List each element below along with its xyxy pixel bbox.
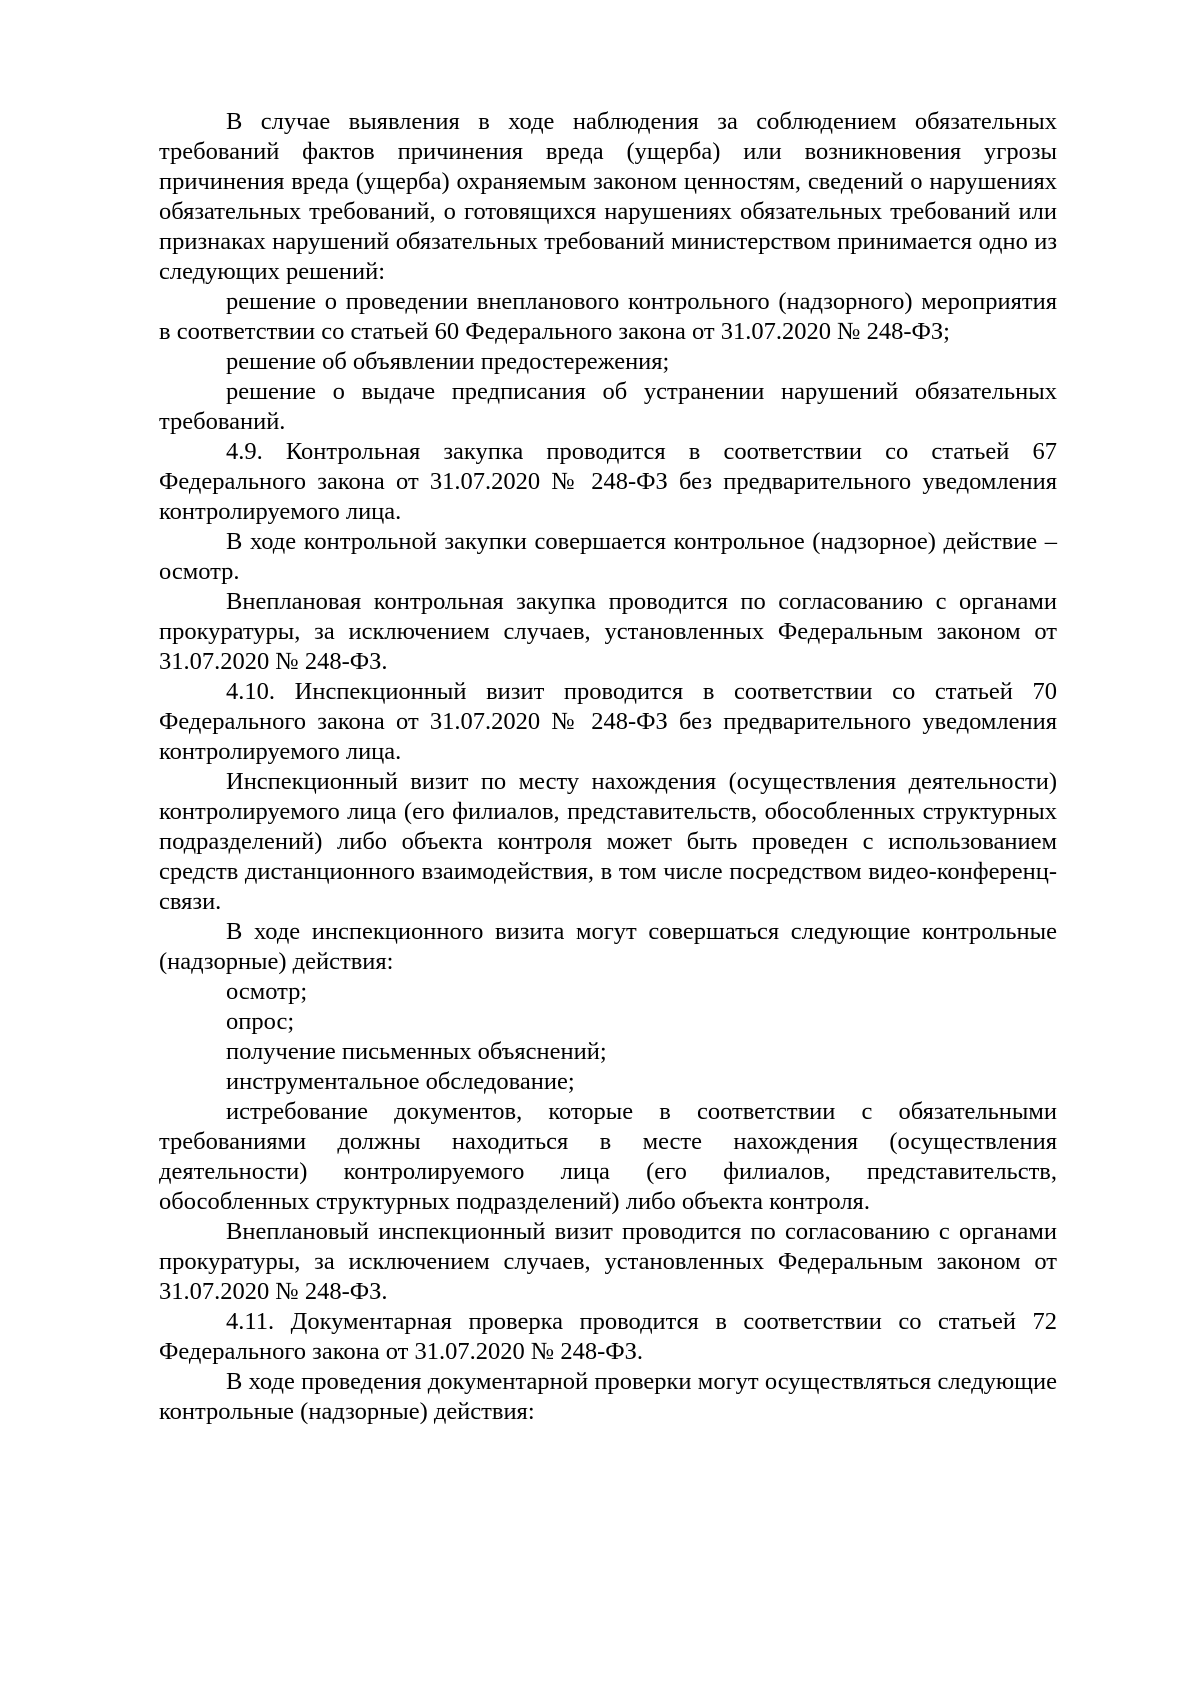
document-page — [159, 107, 1057, 1427]
paragraph-observation-decisions: В случае выявления в ходе наблюдения за соблюдением обязательных требований фактов причинения вреда (ущерба) или возникновения угрозы причинения вреда (ущерба) охраняемым законом ценностям, сведений о нарушениях обязательных требований, о готовящихся нарушениях обязательных требований или признаках нарушений обязательных требований министерством принимается одно из следующих решений: — [159, 108, 1057, 285]
paragraph-decision-unscheduled: решение о проведении внепланового контрольного (надзорного) мероприятия в соответствии со статьей 60 Федерального закона от 31.07.2020 № 248-ФЗ; — [159, 288, 1057, 345]
paragraph-control-purchase-action: В ходе контрольной закупки совершается контрольное (надзорное) действие – осмотр. — [159, 528, 1057, 585]
paragraph-unscheduled-inspection: Внеплановый инспекционный визит проводится по согласованию с органами прокуратуры, за исключением случаев, установленных Федеральным законом от 31.07.2020 № 248-ФЗ. — [159, 1218, 1057, 1305]
paragraph-4-10-inspection-visit: 4.10. Инспекционный визит проводится в соответствии со статьей 70 Федерального закона от 31.07.2020 № 248-ФЗ без предварительного уведомления контролируемого лица. — [159, 678, 1057, 765]
paragraph-inspection-actions: В ходе инспекционного визита могут совершаться следующие контрольные (надзорные) действия: — [159, 918, 1057, 975]
paragraph-decision-order: решение о выдаче предписания об устранении нарушений обязательных требований. — [159, 378, 1057, 435]
paragraph-decision-warning: решение об объявлении предостережения; — [226, 348, 670, 375]
paragraph-inspection-remote: Инспекционный визит по месту нахождения (осуществления деятельности) контролируемого лица (его филиалов, представительств, обособленных структурных подразделений) либо объекта контроля может быть проведен с использованием средств дистанционного взаимодействия, в том числе посредством видео-конференц-связи. — [159, 768, 1057, 915]
list-item-document-request: истребование документов, которые в соответствии с обязательными требованиями должны находиться в месте нахождения (осуществления деятельности) контролируемого лица (его филиалов, представительств, обособленных структурных подразделений) либо объекта контроля. — [159, 1098, 1057, 1215]
list-item-instrumental-survey: инструментальное обследование; — [226, 1068, 575, 1095]
paragraph-4-9-control-purchase: 4.9. Контрольная закупка проводится в соответствии со статьей 67 Федерального закона от 31.07.2020 № 248-ФЗ без предварительного уведомления контролируемого лица. — [159, 438, 1057, 525]
list-item-survey: опрос; — [226, 1008, 295, 1035]
list-item-inspection: осмотр; — [226, 978, 308, 1005]
paragraph-unscheduled-purchase: Внеплановая контрольная закупка проводится по согласованию с органами прокуратуры, за исключением случаев, установленных Федеральным законом от 31.07.2020 № 248-ФЗ. — [159, 588, 1057, 675]
paragraph-4-11-document-check: 4.11. Документарная проверка проводится в соответствии со статьей 72 Федерального закона от 31.07.2020 № 248-ФЗ. — [159, 1308, 1057, 1365]
paragraph-document-check-actions: В ходе проведения документарной проверки могут осуществляться следующие контрольные (надзорные) действия: — [159, 1368, 1057, 1425]
list-item-written-explanations: получение письменных объяснений; — [226, 1038, 607, 1065]
